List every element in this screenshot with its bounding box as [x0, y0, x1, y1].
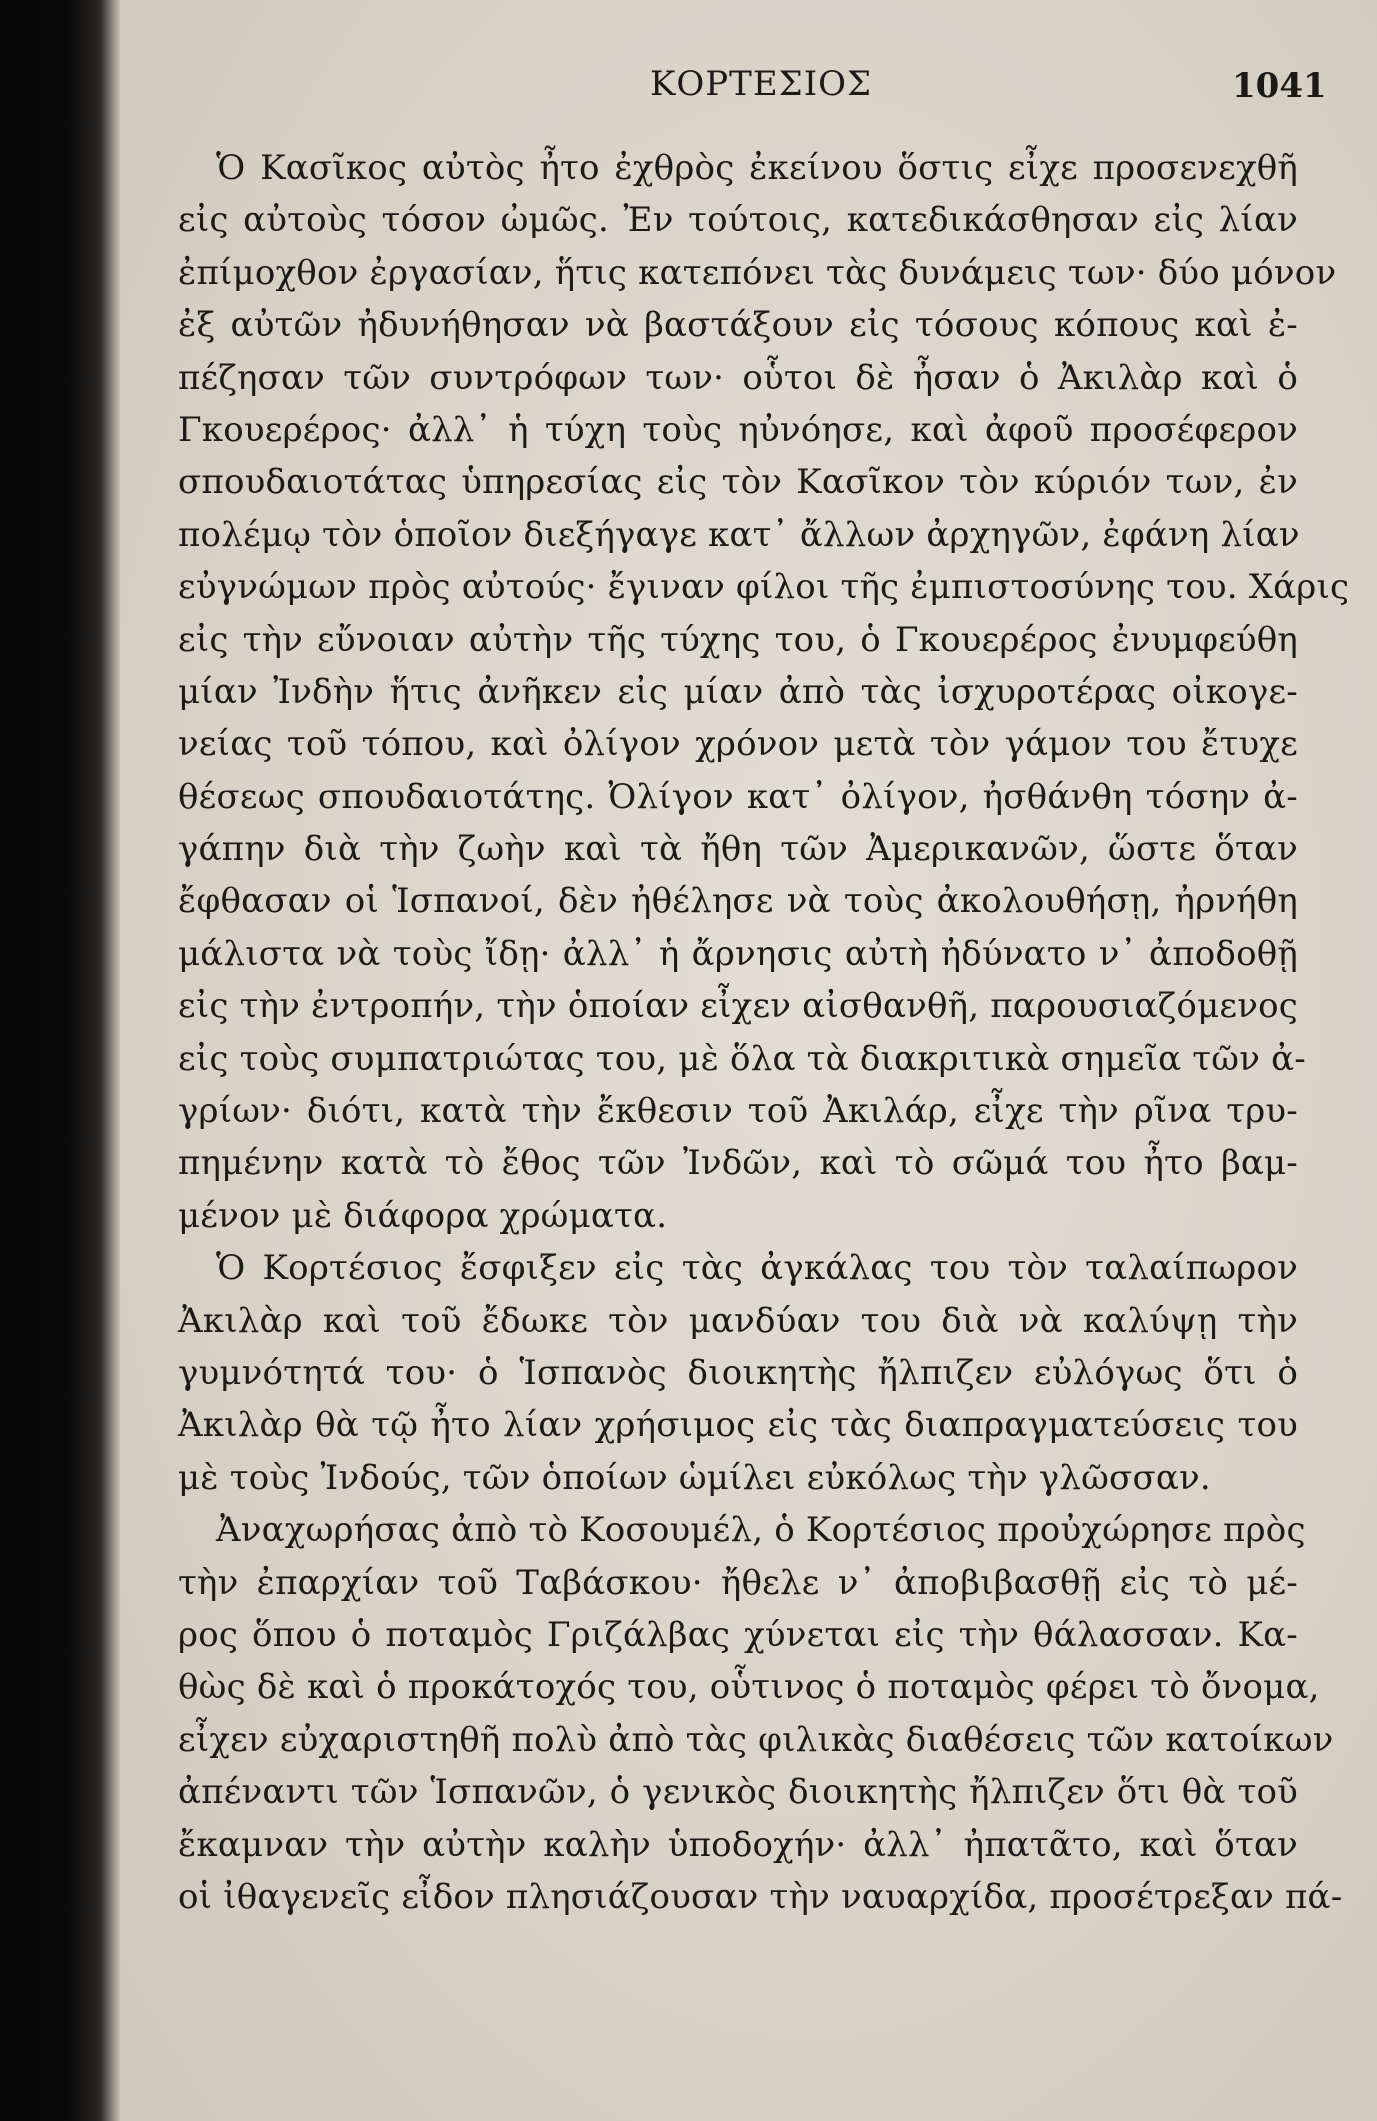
text-line: γρίων· διότι, κατὰ τὴν ἔκθεσιν τοῦ Ἀκιλάρ, εἶχε τὴν ρῖνα τρυ-	[178, 1091, 1298, 1132]
text-line: μὲ τοὺς Ἰνδούς, τῶν ὁποίων ὡμίλει εὐκόλως τὴν γλῶσσαν.	[178, 1457, 1211, 1498]
text-line: ρος ὅπου ὁ ποταμὸς Γριζάλβας χύνεται εἰς τὴν θάλασσαν. Κα-	[178, 1614, 1298, 1655]
text-line: τὴν ἐπαρχίαν τοῦ Ταβάσκου· ἤθελε ν᾽ ἀποβιβασθῇ εἰς τὸ μέ-	[178, 1562, 1298, 1603]
text-line: εἰς αὐτοὺς τόσον ὠμῶς. Ἐν τούτοις, κατεδικάσθησαν εἰς λίαν	[178, 200, 1298, 241]
book-page	[120, 0, 1377, 2121]
book-spine-shadow	[0, 0, 120, 2121]
text-line: πημένην κατὰ τὸ ἔθος τῶν Ἰνδῶν, καὶ τὸ σῶμά του ἦτο βαμ-	[178, 1143, 1298, 1184]
text-line: μίαν Ἰνδὴν ἥτις ἀνῆκεν εἰς μίαν ἀπὸ τὰς ἰσχυροτέρας οἰκογε-	[178, 671, 1298, 712]
running-head-title: ΚΟΡΤΕΣΙΟΣ	[650, 64, 873, 104]
text-line: πολέμῳ τὸν ὁποῖον διεξήγαγε κατ᾽ ἄλλων ἀρχηγῶν, ἐφάνη λίαν	[178, 514, 1300, 555]
text-line: γυμνότητά του· ὁ Ἱσπανὸς διοικητὴς ἤλπιζεν εὐλόγως ὅτι ὁ	[178, 1352, 1298, 1393]
text-line: Ἀκιλὰρ θὰ τῷ ἦτο λίαν χρήσιμος εἰς τὰς διαπραγματεύσεις του	[178, 1405, 1298, 1446]
text-line: ἔφθασαν οἱ Ἱσπανοί, δὲν ἠθέλησε νὰ τοὺς ἀκολουθήσῃ, ἠρνήθη	[178, 881, 1298, 922]
text-line: ἔκαμναν τὴν αὐτὴν καλὴν ὑποδοχήν· ἀλλ᾽ ἠπατᾶτο, καὶ ὅταν	[178, 1824, 1298, 1865]
text-line: εὐγνώμων πρὸς αὐτούς· ἔγιναν φίλοι τῆς ἐμπιστοσύνης του. Χάρις	[178, 567, 1350, 608]
text-line: εἶχεν εὐχαριστηθῆ πολὺ ἀπὸ τὰς φιλικὰς διαθέσεις τῶν κατοίκων	[178, 1719, 1334, 1760]
text-line: ἐξ αὐτῶν ἠδυνήθησαν νὰ βαστάξουν εἰς τόσους κόπους καὶ ἐ-	[178, 305, 1298, 346]
text-line: οἱ ἰθαγενεῖς εἶδον πλησιάζουσαν τὴν ναυαρχίδα, προσέτρεξαν πά-	[178, 1876, 1343, 1917]
text-line: Ἀναχωρήσας ἀπὸ τὸ Κοσουμέλ, ὁ Κορτέσιος προὐχώρησε πρὸς	[216, 1510, 1306, 1551]
text-line: θέσεως σπουδαιοτάτης. Ὀλίγον κατ᾽ ὀλίγον, ἠσθάνθη τόσην ἀ-	[178, 776, 1298, 817]
text-line: γάπην διὰ τὴν ζωὴν καὶ τὰ ἤθη τῶν Ἀμερικανῶν, ὥστε ὅταν	[178, 829, 1298, 870]
text-line: Ὁ Κασῖκος αὐτὸς ἦτο ἐχθρὸς ἐκείνου ὅστις εἶχε προσενεχθῆ	[216, 148, 1298, 188]
text-line: εἰς τὴν εὔνοιαν αὐτὴν τῆς τύχης του, ὁ Γκουερέρος ἐνυμφεύθη	[178, 619, 1298, 660]
text-line: πέζησαν τῶν συντρόφων των· οὗτοι δὲ ἦσαν ὁ Ἀκιλὰρ καὶ ὁ	[178, 357, 1298, 398]
text-line: ἀπέναντι τῶν Ἱσπανῶν, ὁ γενικὸς διοικητὴς ἤλπιζεν ὅτι θὰ τοῦ	[178, 1772, 1298, 1813]
text-line: εἰς τοὺς συμπατριώτας του, μὲ ὅλα τὰ διακριτικὰ σημεῖα τῶν ἀ-	[178, 1038, 1306, 1079]
text-line: ἐπίμοχθον ἐργασίαν, ἥτις κατεπόνει τὰς δυνάμεις των· δύο μόνον	[178, 252, 1337, 293]
text-line: Ἀκιλὰρ καὶ τοῦ ἔδωκε τὸν μανδύαν του διὰ νὰ καλύψῃ τὴν	[178, 1300, 1298, 1341]
text-line: νείας τοῦ τόπου, καὶ ὀλίγον χρόνον μετὰ τὸν γάμον του ἔτυχε	[178, 724, 1298, 765]
text-line: μένον μὲ διάφορα χρώματα.	[178, 1195, 668, 1236]
body-text	[178, 142, 1350, 1923]
text-line: θὼς δὲ καὶ ὁ προκάτοχός του, οὗτινος ὁ ποταμὸς φέρει τὸ ὄνομα,	[178, 1667, 1320, 1708]
text-line: Γκουερέρος· ἀλλ᾽ ἡ τύχη τοὺς ηὐνόησε, καὶ ἀφοῦ προσέφερον	[178, 409, 1298, 450]
text-line: εἰς τὴν ἐντροπήν, τὴν ὁποίαν εἶχεν αἰσθανθῆ, παρουσιαζόμενος	[178, 986, 1298, 1027]
text-line: μάλιστα νὰ τοὺς ἴδῃ· ἀλλ᾽ ἡ ἄρνησις αὐτὴ ἠδύνατο ν᾽ ἀποδοθῇ	[178, 933, 1298, 974]
running-head	[120, 64, 1377, 124]
text-line: σπουδαιοτάτας ὑπηρεσίας εἰς τὸν Κασῖκον τὸν κύριόν των, ἐν	[178, 462, 1298, 503]
text-line: Ὁ Κορτέσιος ἔσφιξεν εἰς τὰς ἀγκάλας του τὸν ταλαίπωρον	[216, 1248, 1298, 1289]
page-number: 1041	[1232, 66, 1327, 106]
